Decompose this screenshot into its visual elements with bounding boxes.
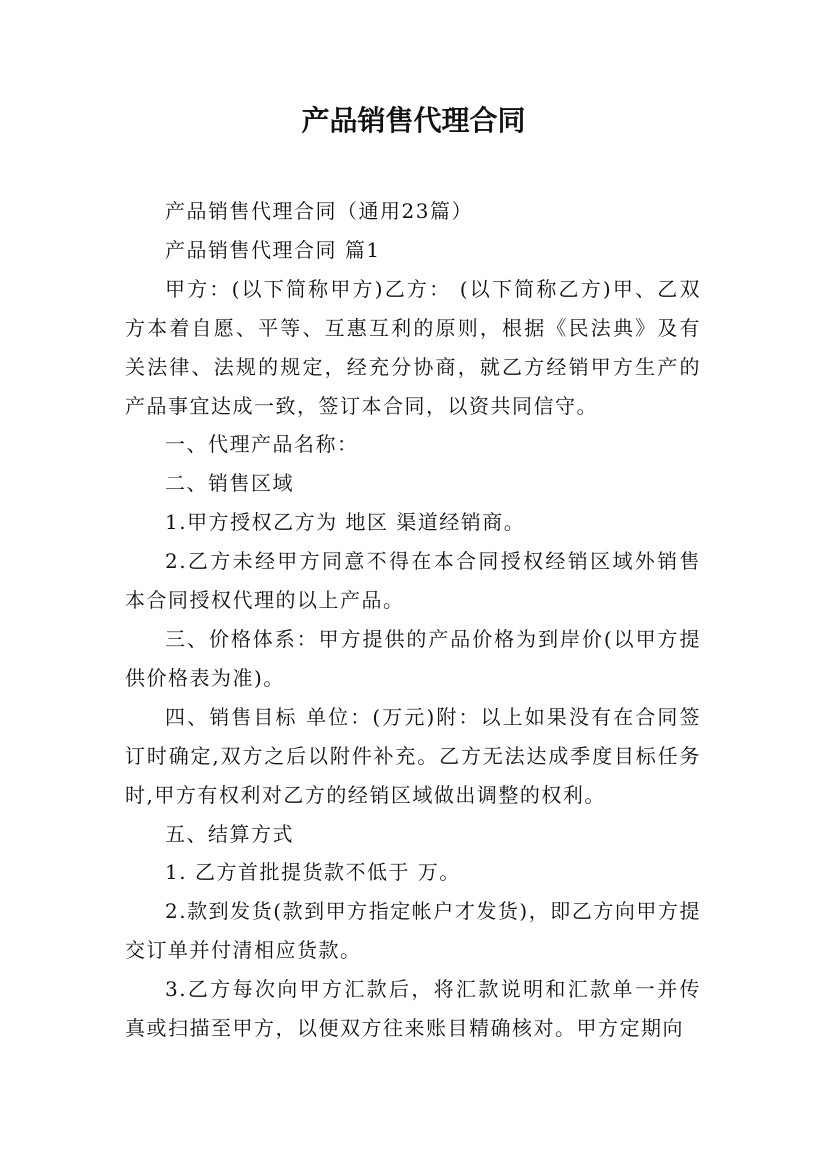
- paragraph-parties: 甲方：(以下简称甲方)乙方： (以下简称乙方)甲、乙双方本着自愿、平等、互惠互利的原则，根据《民法典》及有关法律、法规的规定，经充分协商，就乙方经销甲方生产的产品事宜达成一致，签订本合同，以资共同信守。: [125, 276, 701, 418]
- paragraph-clause-2-heading: 二、销售区域: [165, 471, 294, 496]
- document-body: [125, 192, 701, 1048]
- paragraph-clause-1-heading: 一、代理产品名称：: [165, 432, 359, 457]
- paragraph-clause-2-item-2: 2.乙方未经甲方同意不得在本合同授权经销区域外销售本合同授权代理的以上产品。: [125, 549, 701, 613]
- paragraph-subtitle: 产品销售代理合同（通用23篇）: [165, 199, 473, 223]
- paragraph-clause-5-item-3: 3.乙方每次向甲方汇款后，将汇款说明和汇款单一并传真或扫描至甲方，以便双方往来账目精确核对。甲方定期向: [125, 977, 701, 1041]
- document-title: 产品销售代理合同: [301, 104, 526, 137]
- paragraph-clause-5-item-1: 1. 乙方首批提货款不低于 万。: [165, 860, 461, 885]
- paragraph-clause-4: 四、销售目标 单位：(万元)附：以上如果没有在合同签订时确定,双方之后以附件补充。乙方无法达成季度目标任务时,甲方有权利对乙方的经销区域做出调整的权利。: [125, 704, 701, 807]
- paragraph-clause-5-item-2: 2.款到发货(款到甲方指定帐户才发货)，即乙方向甲方提交订单并付清相应货款。: [125, 899, 701, 963]
- paragraph-clause-2-item-1: 1.甲方授权乙方为 地区 渠道经销商。: [165, 510, 526, 535]
- paragraph-clause-5-heading: 五、结算方式: [165, 821, 294, 846]
- paragraph-clause-3: 三、价格体系：甲方提供的产品价格为到岸价(以甲方提供价格表为准)。: [125, 626, 701, 690]
- paragraph-section-heading: 产品销售代理合同 篇1: [165, 237, 381, 262]
